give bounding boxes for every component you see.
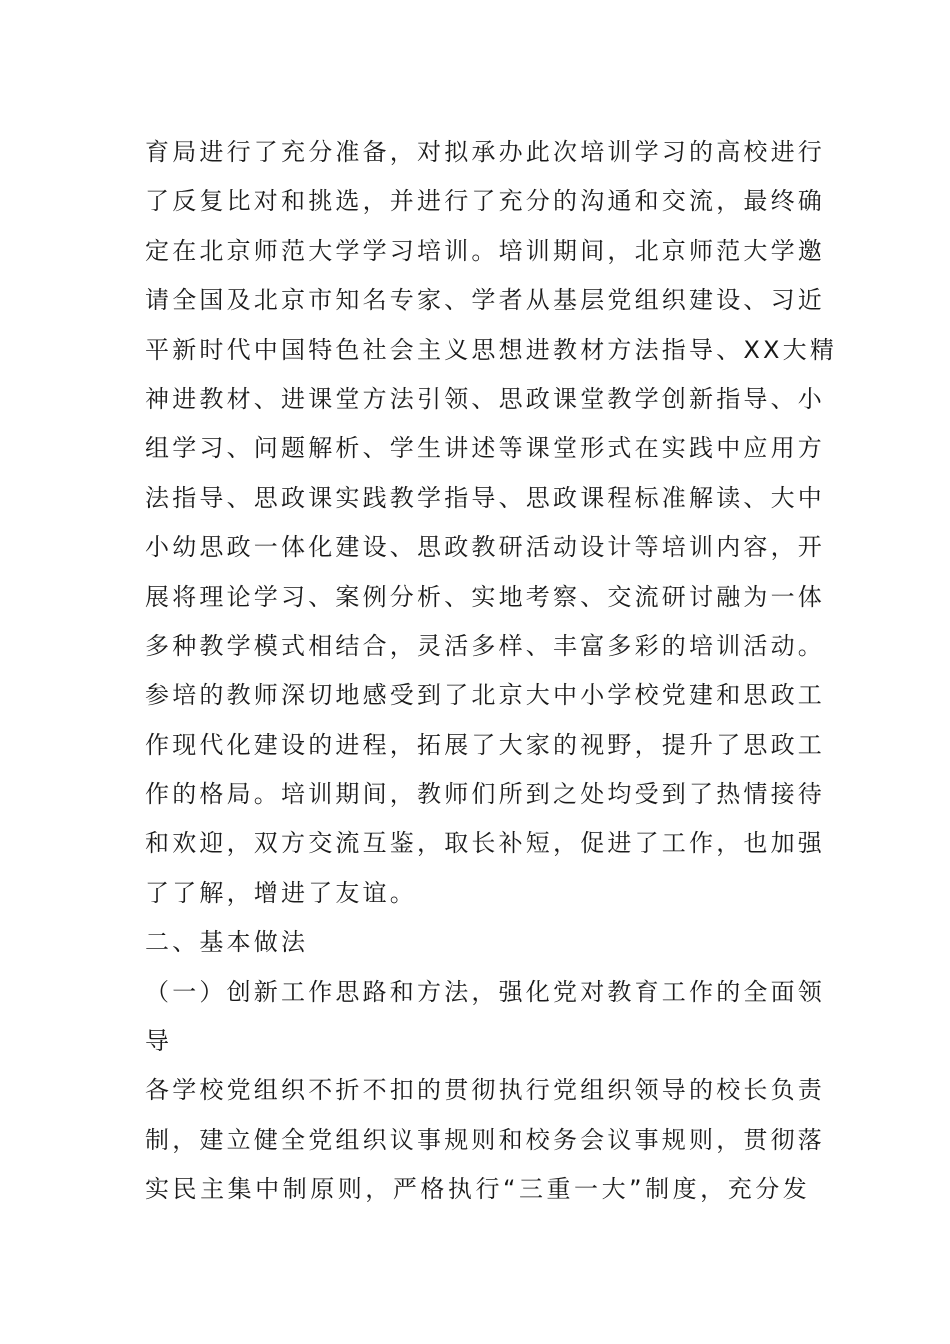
text-line: 组学习、问题解析、学生讲述等课堂形式在实践中应用方 xyxy=(145,434,825,463)
text-line: 展将理论学习、案例分析、实地考察、交流研讨融为一体 xyxy=(145,582,825,611)
text-line: 作现代化建设的进程，拓展了大家的视野，提升了思政工 xyxy=(145,730,825,759)
section-heading: 二、基本做法 xyxy=(145,928,309,957)
text-line: 定在北京师范大学学习培训。培训期间，北京师范大学邀 xyxy=(145,236,825,265)
text-line: 多种教学模式相结合，灵活多样、丰富多彩的培训活动。 xyxy=(145,631,825,660)
text-line: 小幼思政一体化建设、思政教研活动设计等培训内容，开 xyxy=(145,533,825,562)
text-line: 育局进行了充分准备，对拟承办此次培训学习的高校进行 xyxy=(145,138,825,166)
text-line: 和欢迎，双方交流互鉴，取长补短，促进了工作，也加强 xyxy=(145,829,825,858)
text-line: 平新时代中国特色社会主义思想进教材方法指导、XX大精 xyxy=(145,335,838,364)
subsection-heading: （一）创新工作思路和方法，强化党对教育工作的全面领 xyxy=(145,977,825,1006)
text-line: 了反复比对和挑选，并进行了充分的沟通和交流，最终确 xyxy=(145,187,825,216)
subsection-heading-end: 导 xyxy=(145,1027,173,1056)
text-line: 制，建立健全党组织议事规则和校务会议事规则，贯彻落 xyxy=(145,1125,825,1154)
text-line: 神进教材、进课堂方法引领、思政课堂教学创新指导、小 xyxy=(145,384,825,413)
text-line: 各学校党组织不折不扣的贯彻执行党组织领导的校长负责 xyxy=(145,1076,825,1105)
text-line: 作的格局。培训期间，教师们所到之处均受到了热情接待 xyxy=(145,780,825,809)
text-line: 实民主集中制原则，严格执行“三重一大”制度，充分发 xyxy=(145,1175,810,1204)
text-line: 法指导、思政课实践教学指导、思政课程标准解读、大中 xyxy=(145,483,825,512)
text-line: 参培的教师深切地感受到了北京大中小学校党建和思政工 xyxy=(145,681,825,710)
paragraph-end-line: 了了解，增进了友谊。 xyxy=(145,878,417,907)
text-line: 请全国及北京市知名专家、学者从基层党组织建设、习近 xyxy=(145,286,825,315)
document-body xyxy=(145,128,838,1215)
